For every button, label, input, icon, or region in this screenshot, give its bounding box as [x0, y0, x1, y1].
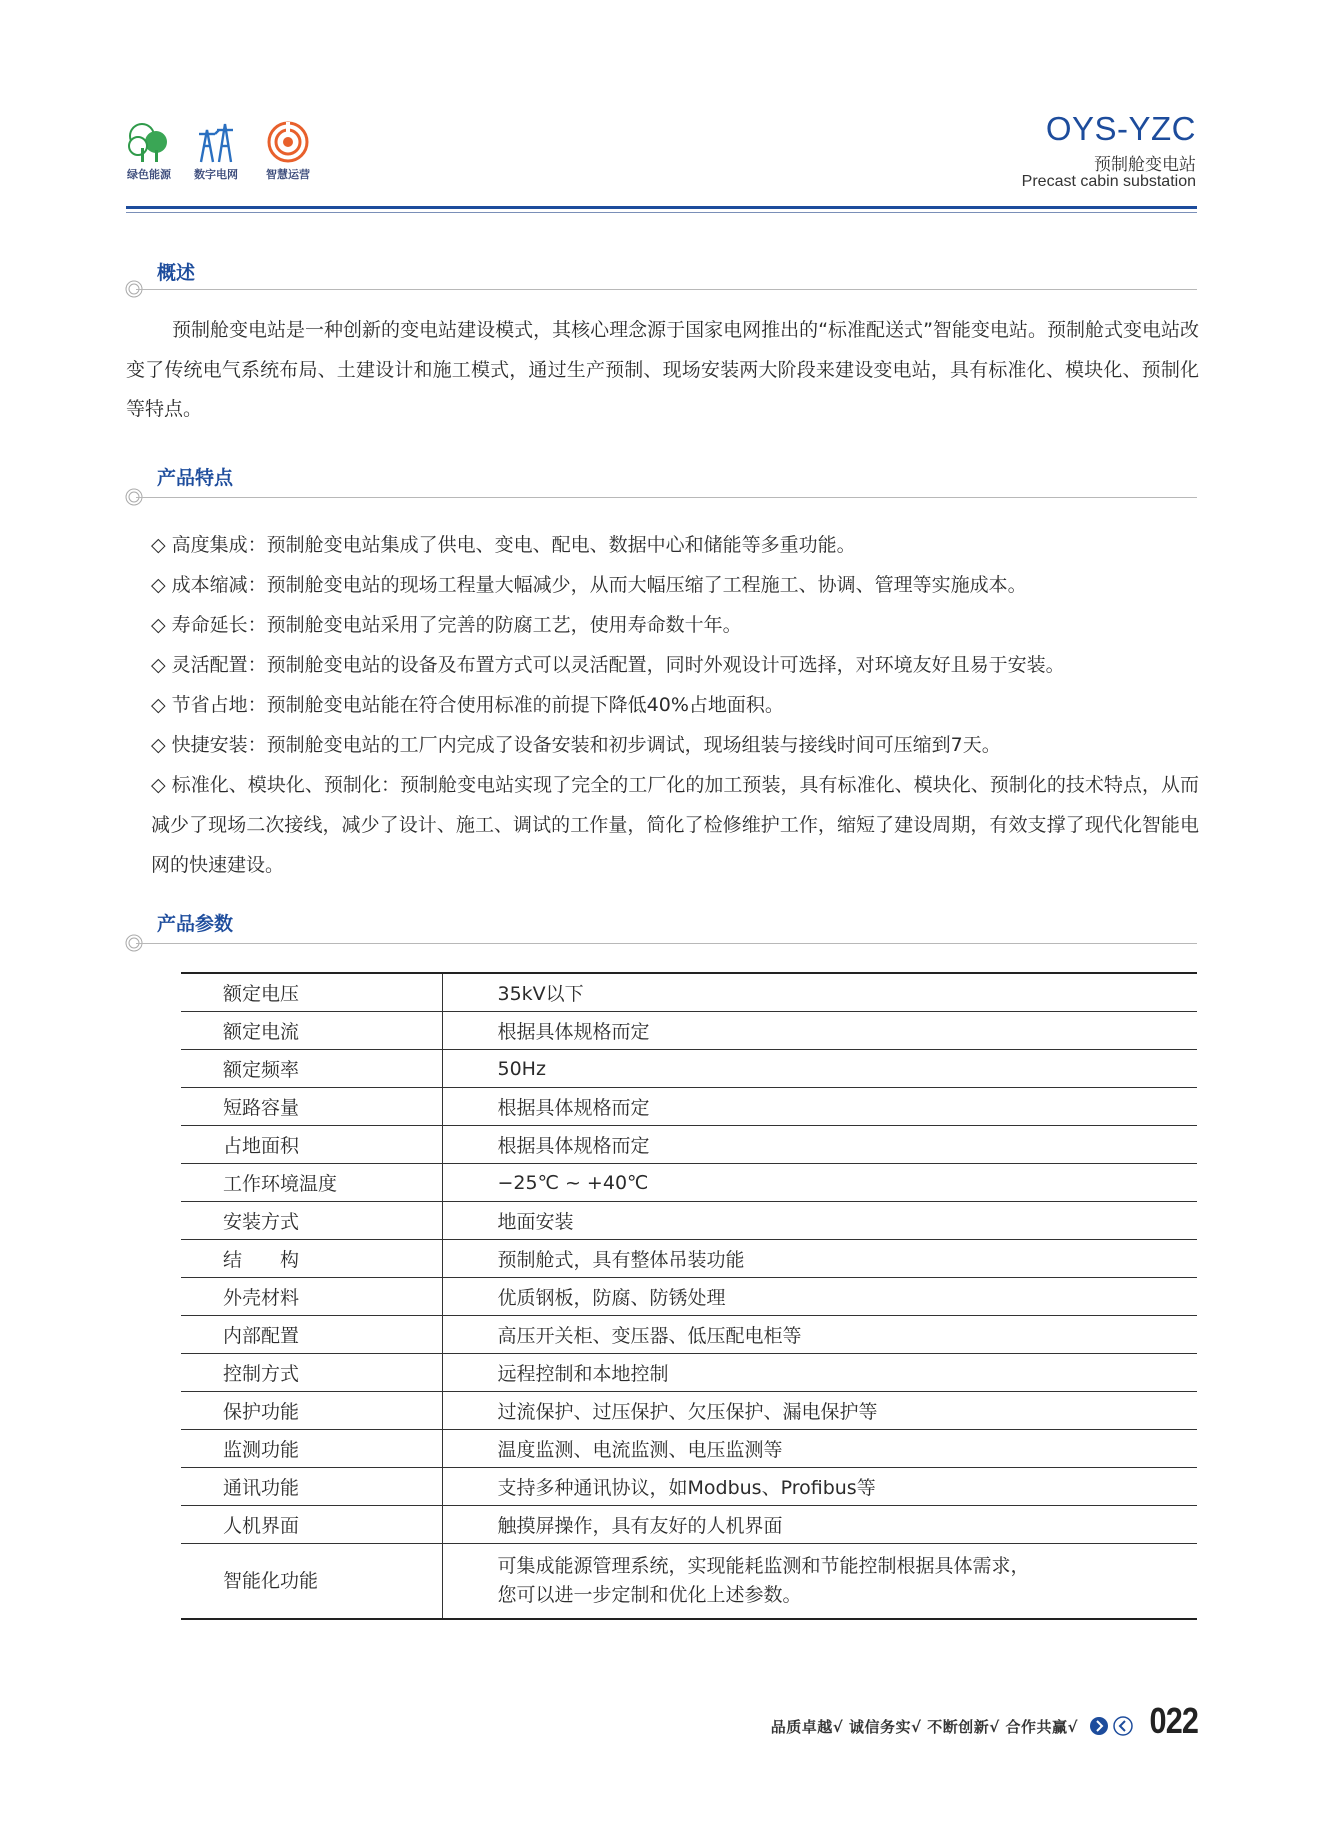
overview-text: [126, 311, 1199, 430]
feature-item: ◇ 成本缩减：预制舱变电站的现场工程量大幅减少，从而大幅压缩了工程施工、协调、管理等实施成本。: [151, 574, 1027, 596]
smart-operation-badge: [265, 120, 311, 182]
product-code: OYS-YZC: [1045, 110, 1196, 147]
param-key: 额定电流: [181, 1012, 442, 1050]
param-key: 短路容量: [181, 1088, 442, 1126]
param-key: 监测功能: [181, 1430, 442, 1468]
param-key: 工作环境温度: [181, 1164, 442, 1202]
feature-item: ◇ 高度集成：预制舱变电站集成了供电、变电、配电、数据中心和储能等多重功能。: [151, 534, 856, 556]
param-value: 根据具体规格而定: [442, 1012, 1197, 1050]
footer-slogan: 品质卓越√ 诚信务实√ 不断创新√ 合作共赢√: [770, 1718, 1078, 1736]
table-row: [181, 1012, 1197, 1050]
section-divider: [136, 289, 1197, 290]
digital-grid-label: 数字电网: [194, 168, 238, 181]
table-row: [181, 1050, 1197, 1088]
param-value: [442, 1544, 1197, 1620]
param-key: 额定电压: [181, 973, 442, 1012]
param-key: 通讯功能: [181, 1468, 442, 1506]
green-energy-label: 绿色能源: [127, 168, 171, 181]
param-value: 优质钢板，防腐、防锈处理: [442, 1278, 1197, 1316]
section-divider: [136, 497, 1197, 498]
param-value: 地面安装: [442, 1202, 1197, 1240]
table-row: [181, 1468, 1197, 1506]
param-value: 支持多种通讯协议，如Modbus、Profibus等: [442, 1468, 1197, 1506]
param-key: 安装方式: [181, 1202, 442, 1240]
param-key: 占地面积: [181, 1126, 442, 1164]
table-row: [181, 1430, 1197, 1468]
table-row: [181, 973, 1197, 1012]
param-key: 额定频率: [181, 1050, 442, 1088]
green-energy-badge: [126, 120, 172, 182]
table-row: [181, 1544, 1197, 1620]
features-heading: 产品特点: [157, 467, 234, 489]
param-value: 根据具体规格而定: [442, 1126, 1197, 1164]
param-key: 智能化功能: [181, 1544, 442, 1620]
param-value: −25℃ ~ +40℃: [442, 1164, 1197, 1202]
green-energy-icon: [126, 120, 172, 164]
digital-grid-icon: [193, 120, 239, 164]
table-row: [181, 1278, 1197, 1316]
table-row: [181, 1392, 1197, 1430]
smart-operation-icon: [265, 120, 311, 164]
param-value: 根据具体规格而定: [442, 1088, 1197, 1126]
header-rule: [126, 206, 1197, 209]
table-row: [181, 1126, 1197, 1164]
param-key: 内部配置: [181, 1316, 442, 1354]
param-key: 结 构: [181, 1240, 442, 1278]
section-divider: [136, 943, 1197, 944]
table-row: [181, 1240, 1197, 1278]
overview-paragraph: 预制舱变电站是一种创新的变电站建设模式，其核心理念源于国家电网推出的“标准配送式”智能变电站。预制舱式变电站改变了传统电气系统布局、土建设计和施工模式，通过生产预制、现场安装两大阶段来建设变电站，具有标准化、模块化、预制化等特点。: [126, 319, 1199, 420]
table-row: [181, 1202, 1197, 1240]
param-value-line: 您可以进一步定制和优化上述参数。: [497, 1584, 802, 1606]
features-list: [151, 525, 1199, 885]
prev-page-icon[interactable]: [1113, 1716, 1133, 1736]
page-number: 022: [1149, 1700, 1198, 1741]
param-value: 高压开关柜、变压器、低压配电柜等: [442, 1316, 1197, 1354]
params-table: [181, 972, 1197, 1620]
table-row: [181, 1354, 1197, 1392]
param-key: 人机界面: [181, 1506, 442, 1544]
table-row: [181, 1164, 1197, 1202]
table-row: [181, 1088, 1197, 1126]
param-key: 控制方式: [181, 1354, 442, 1392]
feature-item: ◇ 寿命延长：预制舱变电站采用了完善的防腐工艺，使用寿命数十年。: [151, 614, 742, 636]
param-value-line: 可集成能源管理系统，实现能耗监测和节能控制根据具体需求，: [497, 1555, 1030, 1577]
product-name-cn: 预制舱变电站: [1094, 155, 1196, 175]
overview-heading: 概述: [157, 262, 196, 284]
table-row: [181, 1506, 1197, 1544]
feature-item: ◇ 标准化、模块化、预制化：预制舱变电站实现了完全的工厂化的加工预装，具有标准化、模块化、预制化的技术特点，从而减少了现场二次接线，减少了设计、施工、调试的工作量，简化了检修维护工作，缩短了建设周期，有效支撑了现代化智能电网的快速建设。: [151, 774, 1199, 876]
header-rule-thin: [126, 212, 1197, 213]
digital-grid-badge: [193, 120, 239, 182]
feature-item: ◇ 节省占地：预制舱变电站能在符合使用标准的前提下降低40%占地面积。: [151, 694, 784, 716]
product-name-en: Precast cabin substation: [1021, 173, 1196, 190]
param-key: 保护功能: [181, 1392, 442, 1430]
param-value: 远程控制和本地控制: [442, 1354, 1197, 1392]
param-value: 过流保护、过压保护、欠压保护、漏电保护等: [442, 1392, 1197, 1430]
params-heading: 产品参数: [157, 913, 234, 935]
param-key: 外壳材料: [181, 1278, 442, 1316]
feature-item: ◇ 快捷安装：预制舱变电站的工厂内完成了设备安装和初步调试，现场组装与接线时间可压缩到7天。: [151, 734, 1001, 756]
smart-operation-label: 智慧运营: [266, 168, 310, 181]
feature-item: ◇ 灵活配置：预制舱变电站的设备及布置方式可以灵活配置，同时外观设计可选择，对环境友好且易于安装。: [151, 654, 1065, 676]
param-value: 预制舱式，具有整体吊装功能: [442, 1240, 1197, 1278]
param-value: 温度监测、电流监测、电压监测等: [442, 1430, 1197, 1468]
param-value: 50Hz: [442, 1050, 1197, 1088]
table-row: [181, 1316, 1197, 1354]
param-value: 触摸屏操作，具有友好的人机界面: [442, 1506, 1197, 1544]
param-value: 35kV以下: [442, 973, 1197, 1012]
next-page-icon[interactable]: [1089, 1716, 1109, 1736]
